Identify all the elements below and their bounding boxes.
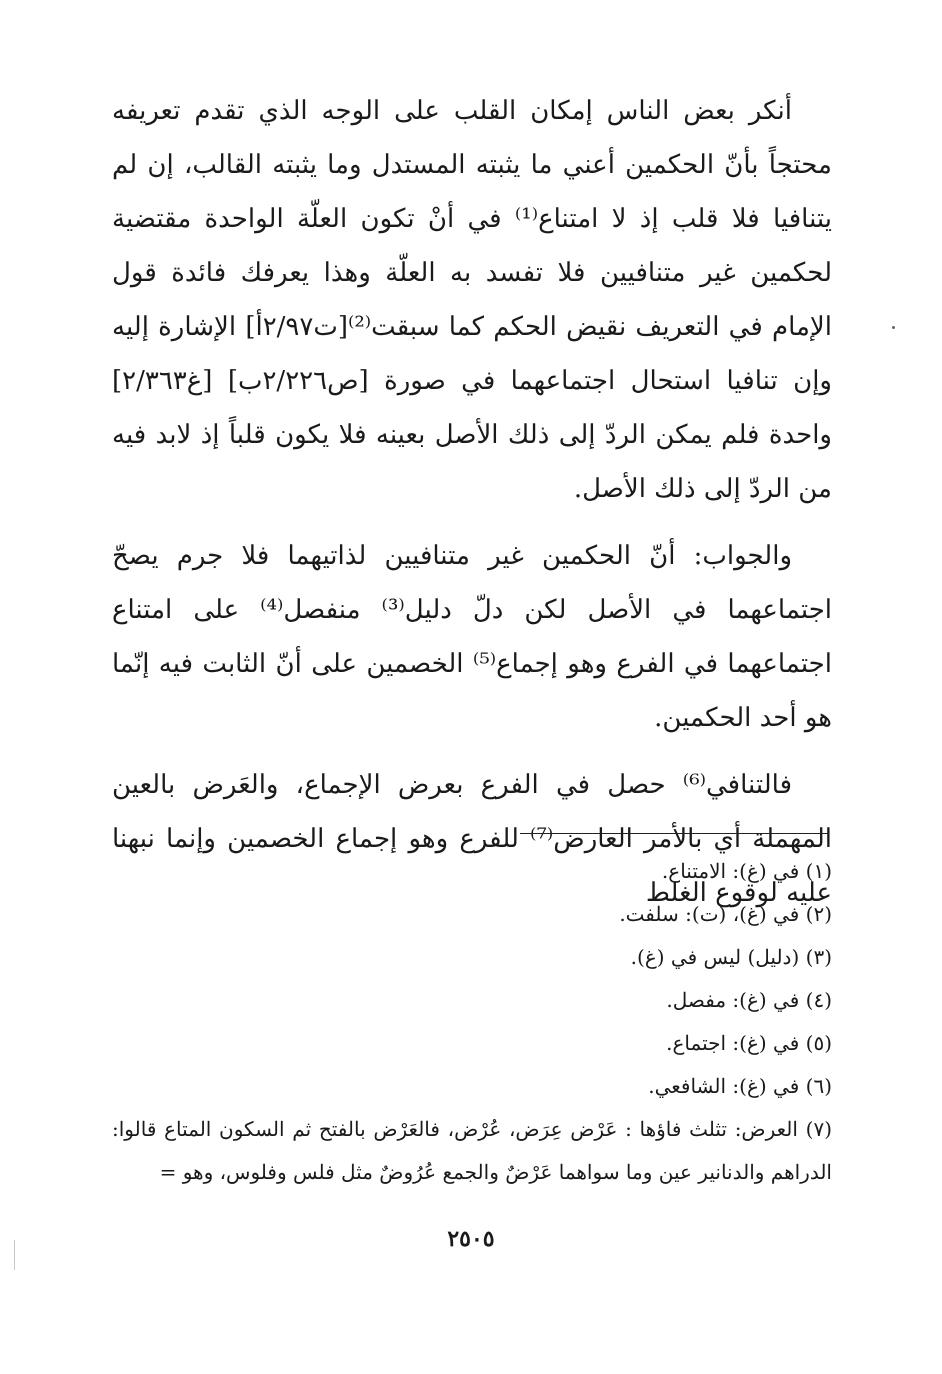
scan-speck	[892, 326, 895, 329]
footnotes	[112, 850, 832, 1194]
page-number: ٢٥٠٥	[447, 1226, 495, 1252]
footnote-divider	[520, 833, 828, 834]
paragraph-objection: أنكر بعض الناس إمكان القلب على الوجه الذي تقدم تعريفه محتجاً بأنّ الحكمين أعني ما يثبته المستدل وما يثبته القالب، إن لم يتنافيا فلا قلب إذ لا امتناع⁽¹⁾ في أنْ تكون العلّة الواحدة مقتضية لحكمين غير متنافيين فلا تفسد به العلّة وهذا يعرفك فائدة قول الإمام في التعريف نقيض الحكم كما سبقت⁽²⁾[ت٢/٩٧أ] الإشارة إليه وإن تنافيا استحال اجتماعهما في صورة [ص٢/٢٢٦ب] [غ٢/٣٦٣] واحدة فلم يمكن الردّ إلى ذلك الأصل بعينه فلا يكون قلباً إذ لابد فيه من الردّ إلى ذلك الأصل.	[112, 96, 832, 504]
footnote-5: (٥) في (غ): اجتماع.	[666, 1031, 832, 1055]
scan-edge-mark	[14, 1240, 15, 1270]
footnote-1: (١) في (غ): الامتناع.	[661, 859, 832, 883]
footnote-6: (٦) في (غ): الشافعي.	[648, 1074, 832, 1098]
main-text	[112, 84, 832, 933]
footnote-3: (٣) (دليل) ليس في (غ).	[630, 945, 832, 969]
footnote-7: (٧) العرض: تثلث فاؤها : عَرْض عِرَض، عُرْض، فالعَرْض بالفتح ثم السكون المتاع قالوا: الدراهم والدنانير عين وما سواهما عَرْضٌ والجمع عُرُوضٌ مثل فلس وفلوس، وهو =	[112, 1117, 832, 1184]
footnote-4: (٤) في (غ): مفصل.	[666, 988, 832, 1012]
paragraph-contradiction: فالتنافي⁽⁶⁾ حصل في الفرع بعرض الإجماع، والعَرض بالعين المهملة أي بالأمر العارض⁽⁷⁾ للفرع وهو إجماع الخصمين وإنما نبهنا عليه لوقوع الغلط	[112, 770, 832, 908]
paragraph-answer: والجواب: أنّ الحكمين غير متنافيين لذاتيهما فلا جرم يصحّ اجتماعهما في الأصل لكن دلّ دليل⁽³⁾ منفصل⁽⁴⁾ على امتناع اجتماعهما في الفرع وهو إجماع⁽⁵⁾ الخصمين على أنّ الثابت فيه إنّما هو أحد الحكمين.	[112, 541, 832, 733]
footnote-2: (٢) في (غ)، (ت): سلفت.	[619, 902, 832, 926]
